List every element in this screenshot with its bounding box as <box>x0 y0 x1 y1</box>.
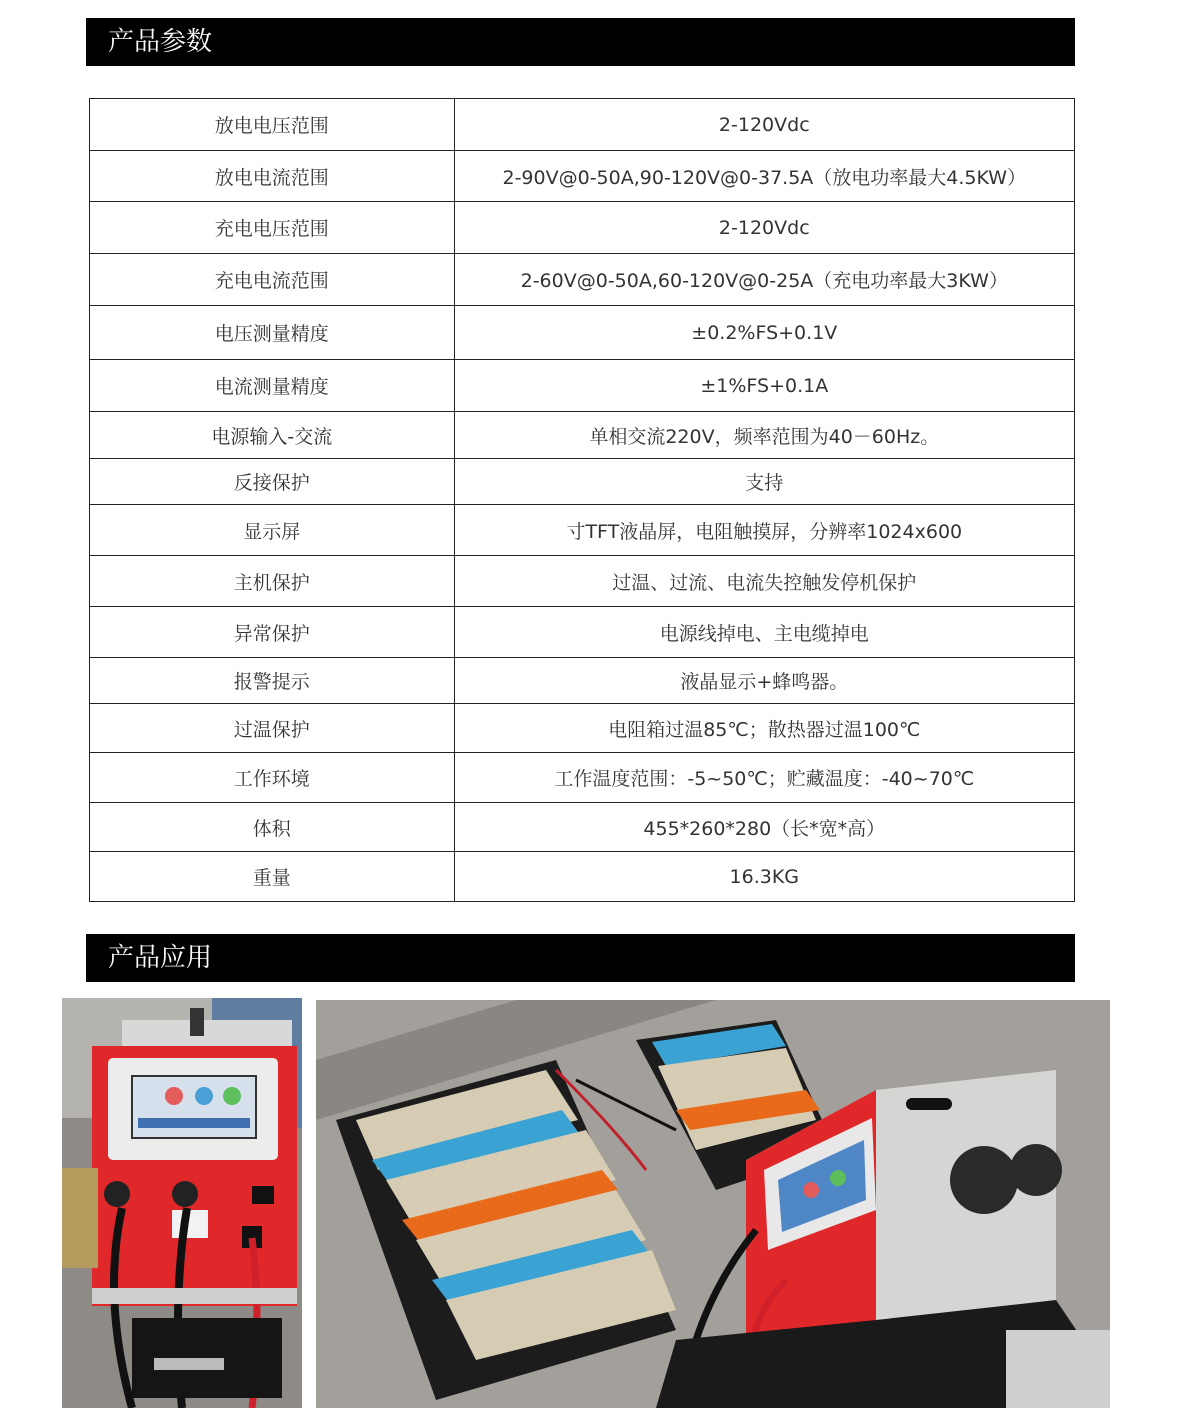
application-photo-left <box>62 998 302 1408</box>
table-row <box>90 360 1075 412</box>
spec-value: 电阻箱过温85℃；散热器过温100℃ <box>454 704 1074 753</box>
spec-label: 充电电压范围 <box>90 202 455 254</box>
apps-section-title: 产品应用 <box>108 943 213 973</box>
spec-label: 主机保护 <box>90 556 455 607</box>
table-row <box>90 556 1075 607</box>
spec-value: 液晶显示+蜂鸣器。 <box>454 658 1074 704</box>
spec-value: ±1%FS+0.1A <box>454 360 1074 412</box>
spec-label: 显示屏 <box>90 505 455 556</box>
spec-value: 455*260*280（长*宽*高） <box>454 803 1074 852</box>
table-row <box>90 704 1075 753</box>
spec-value: 单相交流220V，频率范围为40－60Hz。 <box>454 412 1074 459</box>
table-row <box>90 803 1075 852</box>
spec-value: ±0.2%FS+0.1V <box>454 306 1074 360</box>
table-row <box>90 412 1075 459</box>
params-section-header <box>86 18 1075 66</box>
spec-value: 16.3KG <box>454 852 1074 902</box>
spec-label: 充电电流范围 <box>90 254 455 306</box>
apps-section-header <box>86 934 1075 982</box>
table-row <box>90 505 1075 556</box>
spec-value: 工作温度范围：-5~50℃；贮藏温度：-40~70℃ <box>454 753 1074 803</box>
spec-value: 过温、过流、电流失控触发停机保护 <box>454 556 1074 607</box>
battery-test-illustration <box>316 1000 1110 1408</box>
table-row <box>90 254 1075 306</box>
spec-label: 电压测量精度 <box>90 306 455 360</box>
spec-label: 工作环境 <box>90 753 455 803</box>
spec-label: 反接保护 <box>90 459 455 505</box>
spec-label: 放电电流范围 <box>90 151 455 202</box>
spec-label: 体积 <box>90 803 455 852</box>
table-row <box>90 459 1075 505</box>
spec-label: 电源输入-交流 <box>90 412 455 459</box>
spec-value: 电源线掉电、主电缆掉电 <box>454 607 1074 658</box>
table-row <box>90 151 1075 202</box>
spec-label: 放电电压范围 <box>90 99 455 151</box>
spec-label: 电流测量精度 <box>90 360 455 412</box>
spec-label: 过温保护 <box>90 704 455 753</box>
table-row <box>90 852 1075 902</box>
table-row <box>90 753 1075 803</box>
device-front-illustration <box>62 998 302 1408</box>
spec-label: 报警提示 <box>90 658 455 704</box>
spec-value: 2-60V@0-50A,60-120V@0-25A（充电功率最大3KW） <box>454 254 1074 306</box>
spec-value: 寸TFT液晶屏，电阻触摸屏，分辨率1024x600 <box>454 505 1074 556</box>
spec-value: 2-90V@0-50A,90-120V@0-37.5A（放电功率最大4.5KW） <box>454 151 1074 202</box>
spec-label: 异常保护 <box>90 607 455 658</box>
table-row <box>90 99 1075 151</box>
application-photo-right <box>316 1000 1110 1408</box>
spec-table <box>89 98 1075 902</box>
spec-value: 2-120Vdc <box>454 202 1074 254</box>
spec-value: 支持 <box>454 459 1074 505</box>
params-section-title: 产品参数 <box>108 27 213 57</box>
table-row <box>90 658 1075 704</box>
spec-value: 2-120Vdc <box>454 99 1074 151</box>
spec-label: 重量 <box>90 852 455 902</box>
table-row <box>90 607 1075 658</box>
table-row <box>90 202 1075 254</box>
table-row <box>90 306 1075 360</box>
